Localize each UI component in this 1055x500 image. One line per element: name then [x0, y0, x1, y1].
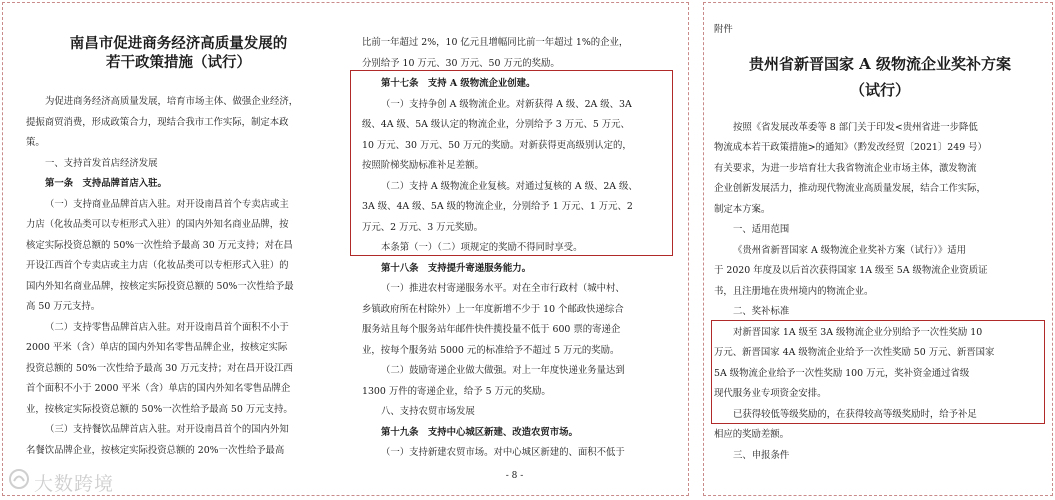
text-line: 第十八条 支持提升寄递服务能力。	[381, 262, 532, 274]
text-line: 二、奖补标准	[733, 306, 790, 317]
text-line: 比前一年超过 2%，10 亿元且增幅同比前一年超过 1%的企业，	[362, 37, 629, 48]
text-line: 2000 平米（含）单店的国内外知名零售品牌企业，按核定实际	[26, 342, 288, 353]
text-line: 为促进商务经济高质量发展，培育市场主体、做强企业经济，	[45, 96, 299, 107]
text-line: （一）支持商业品牌首店入驻。对开设南昌首个专卖店或主	[45, 198, 289, 210]
text-line: 一、适用范围	[733, 224, 790, 235]
watermark	[8, 468, 114, 496]
text-line: 服务站且每个服务站年邮件快件揽投量不低于 600 票的寄递企	[362, 324, 621, 335]
text-line: （一）支持新建农贸市场。对中心城区新建的、面积不低于	[381, 447, 625, 458]
text-line: 相应的奖励差额。	[714, 429, 790, 440]
text-line: 《贵州省新晋国家 A 级物流企业奖补方案（试行）》适用	[733, 244, 967, 256]
text-line: 万元、2 万元、3 万元奖励。	[362, 221, 484, 233]
nanchang-policy-body	[26, 92, 331, 461]
attachment-label: 附件	[714, 24, 733, 35]
text-line: 万元、新晋国家 4A 级物流企业给予一次性奖励 50 万元、新晋国家	[714, 347, 995, 358]
text-line: 力店（化妆品类可以专柜形式入驻）的国内外知名商业品牌，按	[26, 219, 289, 230]
text-line: （一）支持争创 A 级物流企业。对新获得 A 级、2A 级、3A	[381, 98, 632, 110]
text-line: 对新晋国家 1A 级至 3A 级物流企业分别给予一次性奖励 10	[733, 326, 983, 338]
text-line: 策。	[26, 137, 45, 148]
text-line: 核定实际投资总额的 50%一次性给予最高 30 万元支持；对在昌	[26, 239, 293, 251]
text-line: 级、4A 级、5A 级认定的物流企业，分别给予 3 万元、5 万元、	[362, 119, 630, 130]
title-line-2: 若干政策措施（试行）	[106, 54, 251, 71]
title-line-2: （试行）	[849, 80, 910, 99]
highlight-box-article-17	[350, 70, 673, 256]
text-line: 业，按每个服务站 5000 元的标准给予不超过 5 万元的奖励。	[362, 344, 620, 356]
text-line: 于 2020 年度及以后首次获得国家 1A 级至 5A 级物流企业资质证	[714, 265, 988, 276]
text-line: （二）支持 A 级物流企业复核。对通过复核的 A 级、2A 级、	[381, 180, 638, 192]
text-line: 企业创新发展活力，推动现代物流业高质量发展，结合工作实际，	[714, 183, 986, 194]
text-line: 已获得较低等级奖励的，在获得较高等级奖励时，给予补足	[733, 408, 977, 420]
text-line: 首个面积不小于 2000 平米（含）单店的国内外知名零售品牌企	[26, 383, 291, 394]
text-line: 高 50 万元支持。	[26, 301, 101, 312]
text-line: 国内外知名商业品牌，按核定实际投资总额的 50%一次性给予最	[26, 280, 294, 292]
logo-icon	[8, 468, 30, 495]
text-line: 制定本方案。	[714, 203, 771, 215]
text-line: （二）鼓励寄递企业做大做强。对上一年度快递业务量达到	[381, 365, 625, 376]
text-line: 三、申报条件	[733, 449, 790, 461]
text-line: 提振商贸消费，形成政策合力，现结合我市工作实际，制定本政	[26, 116, 289, 128]
text-line: 乡镇政府所在村除外）上一年度新增不少于 10 个邮政快递综合	[362, 303, 624, 315]
text-line: 投资总额的 50%一次性给予最高 30 万元支持；对在昌开设江西	[26, 362, 293, 374]
text-line: （一）推进农村寄递服务水平。对在全市行政村（城中村、	[381, 283, 625, 294]
text-line: 分别给予 10 万元、30 万元、50 万元的奖励。	[362, 57, 560, 69]
nanchang-policy-title	[26, 34, 331, 72]
text-line: 业，按核定实际投资总额的 50%一次性给予最高 50 万元支持。	[26, 403, 293, 415]
title-line-1: 南昌市促进商务经济高质量发展的	[69, 35, 288, 52]
text-line: 第十七条 支持 A 级物流企业创建。	[381, 78, 536, 89]
text-line: 按照《省发展改革委等 8 部门关于印发<贵州省进一步降低	[733, 121, 978, 133]
text-line: （三）支持餐饮品牌首店入驻。对开设南昌首个的国内外知	[45, 424, 289, 435]
text-line: 现代服务业专项资金安排。	[714, 388, 827, 399]
text-line: 5A 级物流企业给予一次性奖励 100 万元，奖补资金通过省级	[714, 367, 970, 379]
text-line: 按照阶梯奖励标准补足差额。	[362, 160, 484, 171]
text-line: 书，且注册地在贵州境内的物流企业。	[714, 285, 874, 297]
highlight-box-award-standard	[711, 320, 1045, 424]
text-line: 1300 万件的寄递企业，给予 5 万元的奖励。	[362, 385, 551, 397]
title-line-1: 贵州省新晋国家 A 级物流企业奖补方案	[748, 54, 1012, 73]
text-line: 开设江西首个专卖店或主力店（化妆品类可以专柜形式入驻）的	[26, 260, 289, 271]
text-line: 第一条 支持品牌首店入驻。	[45, 178, 167, 189]
text-line: 一、支持首发首店经济发展	[45, 157, 158, 169]
watermark-text: 大数跨境	[34, 473, 115, 495]
nanchang-policy-column	[26, 34, 331, 461]
text-line: 名餐饮品牌企业，按核定实际投资总额的 20%一次性给予最高	[26, 444, 285, 456]
text-line: 第十九条 支持中心城区新建、改造农贸市场。	[381, 426, 578, 438]
text-line: 有关要求，为进一步培育壮大我省物流企业市场主体，激发物流	[714, 162, 977, 174]
text-line: 10 万元、30 万元、50 万元的奖励。对新获得更高级别认定的，	[362, 139, 632, 151]
text-line: 3A 级、4A 级、5A 级的物流企业，分别给予 1 万元、1 万元、2	[362, 201, 633, 212]
text-line: 物流成本若干政策措施>的通知》（黔发改经贸〔2021〕249 号）	[714, 142, 987, 153]
page-number: - 8 -	[505, 470, 524, 481]
guizhou-scheme-title	[714, 51, 1046, 103]
text-line: （二）支持零售品牌首店入驻。对开设南昌首个面积不小于	[45, 321, 289, 333]
text-line: 八、支持农贸市场发展	[381, 406, 475, 417]
text-line: 本条第（一）（二）项规定的奖励不得同时享受。	[381, 242, 583, 253]
